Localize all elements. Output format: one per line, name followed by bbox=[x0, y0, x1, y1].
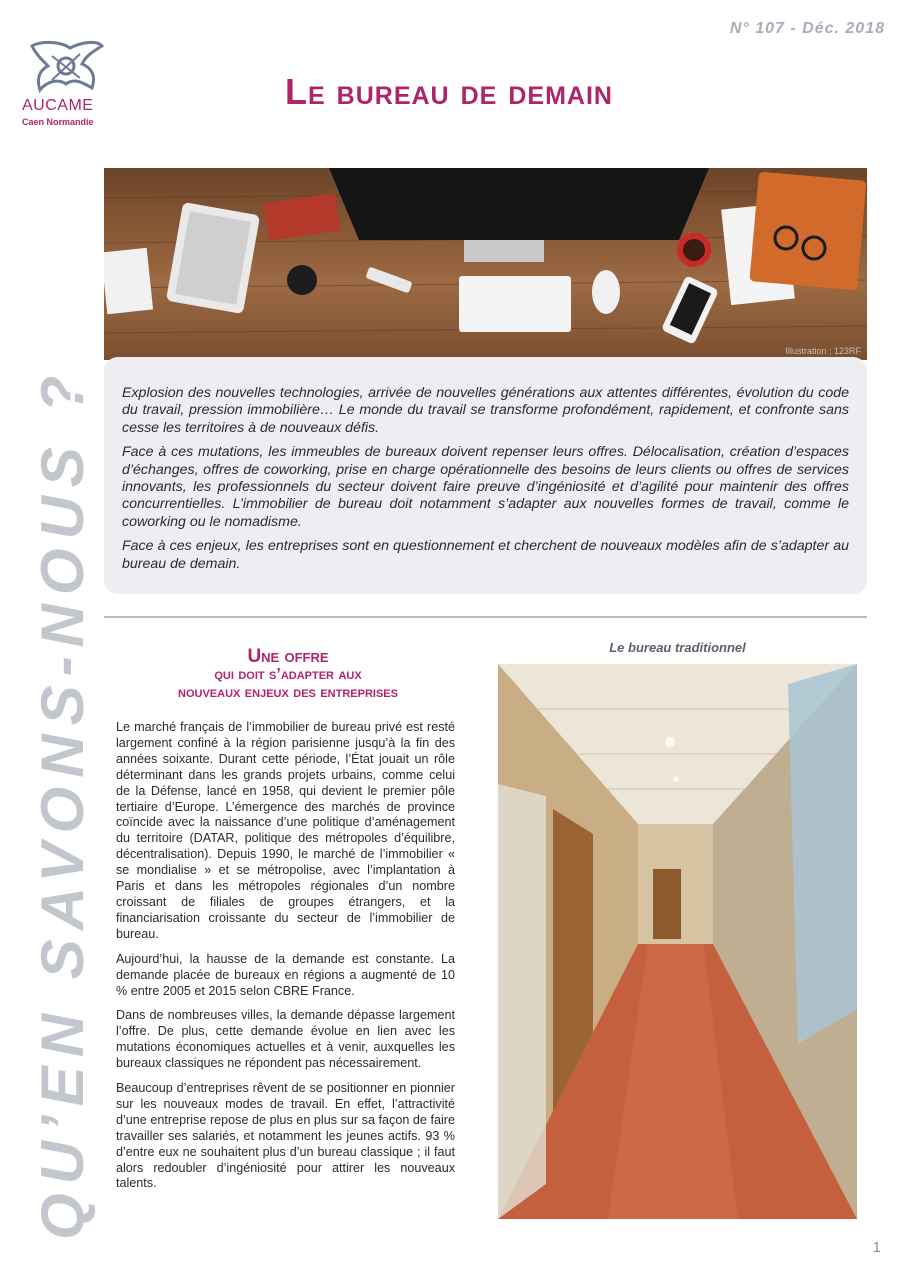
body-paragraph: Dans de nombreuses villes, la demande dépasse largement l’offre. De plus, cette demande évolue en lien avec les mutations économiques actuelles et à venir, auxquelles les bureaux classiques ne répondent pas nécessairement. bbox=[116, 1008, 455, 1071]
monitor-shape bbox=[329, 168, 709, 240]
photo-caption: Le bureau traditionnel bbox=[609, 640, 746, 655]
series-title: QU’EN SAVONS-NOUS ? bbox=[29, 366, 96, 1240]
intro-box bbox=[104, 357, 867, 594]
desk-illustration bbox=[104, 168, 867, 360]
corridor-illustration bbox=[498, 664, 857, 1219]
section-title bbox=[113, 648, 463, 702]
section-divider bbox=[104, 616, 867, 618]
hero-image bbox=[104, 168, 867, 360]
page-number: 1 bbox=[872, 1239, 881, 1256]
section-title-line: Une offre bbox=[247, 646, 329, 667]
section-title-line: nouveaux enjeux des entreprises bbox=[178, 684, 398, 701]
issue-number: N° 107 - Déc. 2018 bbox=[729, 20, 885, 37]
page-title: Le bureau de demain bbox=[285, 71, 613, 112]
body-paragraph: Beaucoup d’entreprises rêvent de se positionner en pionnier sur les nouveaux modes de travail. En effet, l’attractivité d’une entreprise repose de plus en plus sur sa façon de faire travailler ses salariés, et notamment les jeunes actifs. 93 % d’entre eux ne souhaitent plus d’un bureau classique ; il faut alors redoubler d’ingéniosité pour attirer les nouveaux talents. bbox=[116, 1081, 455, 1191]
intro-paragraph: Face à ces enjeux, les entreprises sont en questionnement et cherchent de nouveaux modèles afin de s’adapter au bureau de demain. bbox=[122, 538, 849, 572]
section-title-line: qui doit s’adapter aux bbox=[214, 666, 362, 683]
section-body bbox=[116, 720, 455, 1201]
intro-paragraph: Explosion des nouvelles technologies, arrivée de nouvelles générations aux attentes différentes, évolution du code du travail, pression immobilière… Le monde du travail se transforme profondément, rapidement, et confronte sans cesse les territoires à de nouveaux défis. bbox=[122, 385, 849, 436]
aucame-logo-mark-icon bbox=[22, 38, 112, 98]
logo-name: AUCAME bbox=[22, 97, 94, 114]
body-paragraph: Aujourd’hui, la hausse de la demande est constante. La demande placée de bureaux en régions a augmenté de 10 % entre 2005 et 2015 selon CBRE France. bbox=[116, 951, 455, 998]
corridor-photo bbox=[498, 664, 857, 1219]
photo-credit: Illustration : 123RF bbox=[785, 346, 861, 356]
body-paragraph: Le marché français de l’immobilier de bureau privé est resté largement confiné à la région parisienne jusqu’à la fin des années soixante. Durant cette période, l’État jouait un rôle déterminant dans les grands projets urbains, comme celui de la Défense, lancé en 1958, qui devient le premier pôle tertiaire d’Europe. L’émergence des marchés de province coïncide avec la naissance d’une politique d’aménagement du territoire (DATAR, politique des métropoles d’équilibre, décentralisation). Depuis 1990, le marché de l’immobilier « se mondialise » et se métropolise, avec l’implantation à Paris et dans les métropoles régionales d’un nombre croissant de filiales de groupes étrangers, et la financiarisation croissante du secteur de l’immobilier de bureau. bbox=[116, 720, 455, 941]
logo-subtitle: Caen Normandie bbox=[22, 117, 94, 127]
keyboard-shape bbox=[459, 276, 571, 332]
mouse-shape bbox=[592, 270, 620, 314]
intro-paragraph: Face à ces mutations, les immeubles de bureaux doivent repenser leurs offres. Délocalisation, création d’espaces d’échanges, offres de coworking, prise en charge opérationnelle des besoins de leurs clients ou offres de services innovants, les professionnels du secteur doivent faire preuve d’ingéniosité et d’agilité pour maintenir des offres concurrentielles. L’immobilier de bureau doit notamment s’adapter aux nouvelles formes de travail, comme le coworking ou le nomadisme. bbox=[122, 444, 849, 530]
